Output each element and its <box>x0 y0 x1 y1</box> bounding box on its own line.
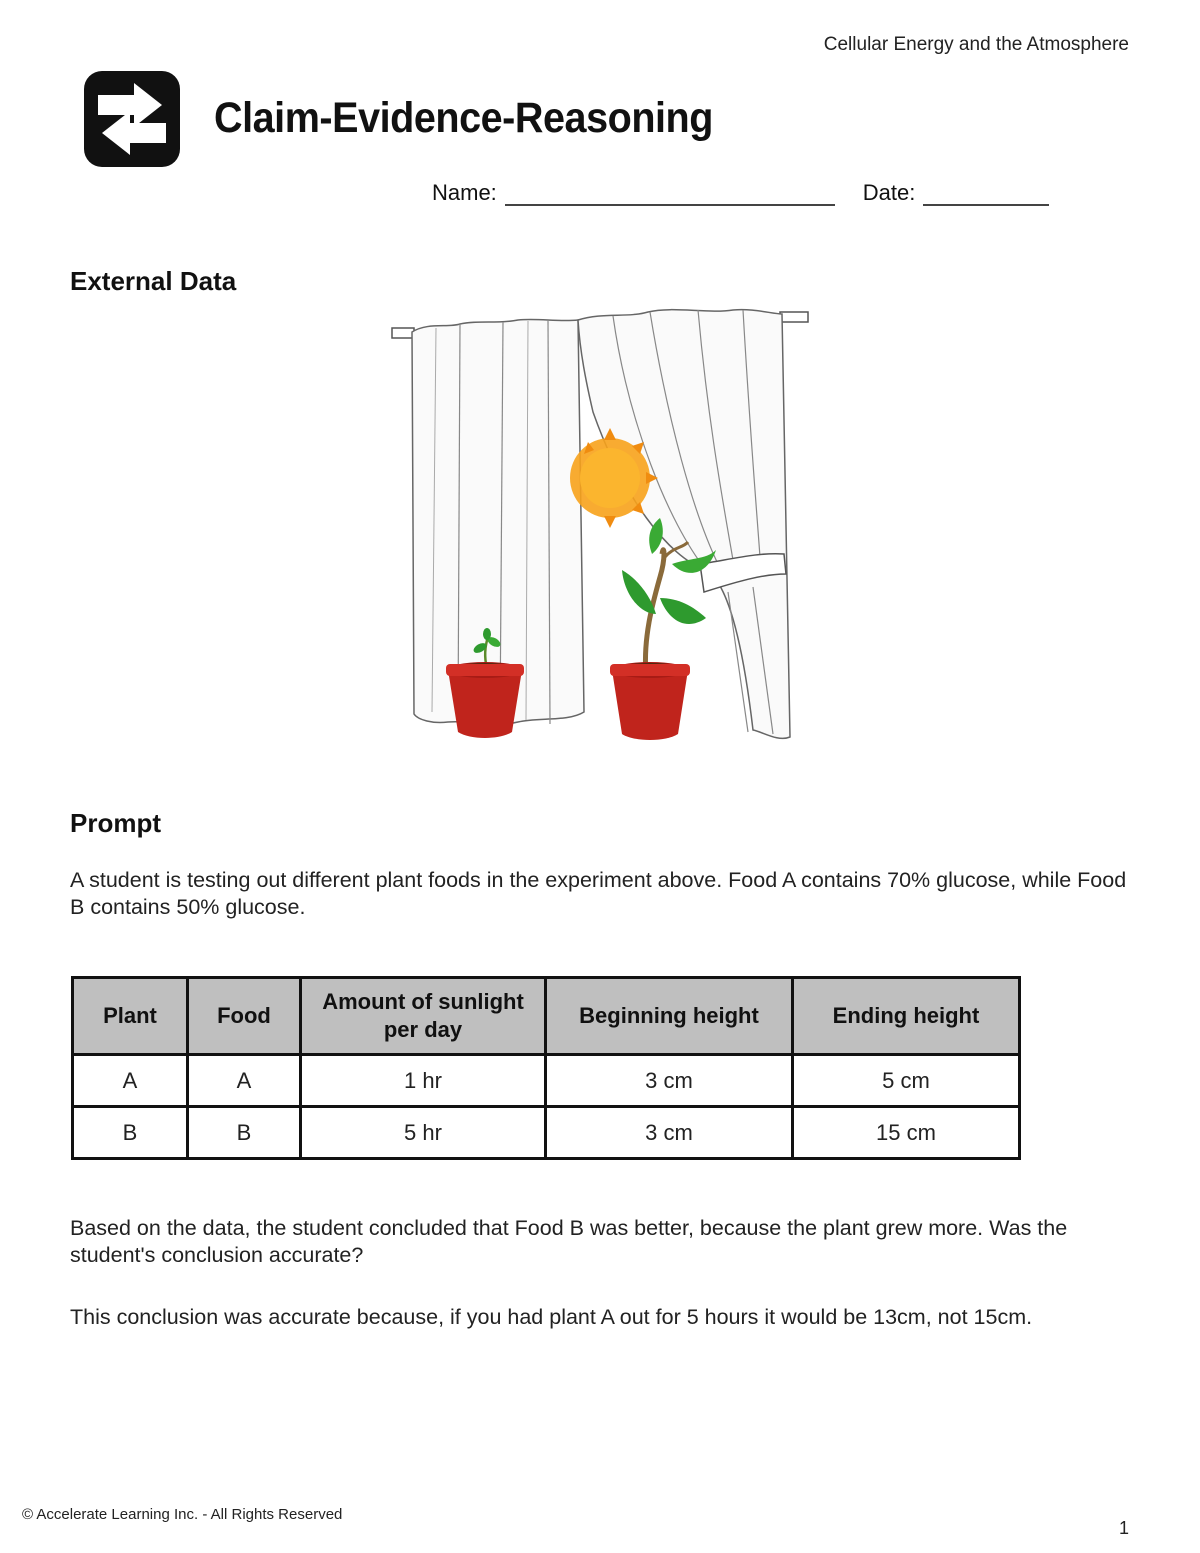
swap-arrows-icon <box>82 69 182 169</box>
table-row <box>73 1055 1020 1107</box>
name-field[interactable] <box>505 180 835 206</box>
experiment-table <box>71 976 1021 1160</box>
column-header: Amount of sunlight per day <box>301 978 546 1055</box>
date-field[interactable] <box>923 180 1049 206</box>
document-title: Claim-Evidence-Reasoning <box>214 94 713 142</box>
table-row <box>73 1107 1020 1159</box>
external-data-heading: External Data <box>70 266 237 296</box>
name-label: Name: <box>432 180 497 205</box>
table-cell: 3 cm <box>546 1055 793 1107</box>
table-cell: B <box>73 1107 188 1159</box>
prompt-intro: A student is testing out different plant foods in the experiment above. Food A contains 70% glucose, while Food B contains 50% glucose. <box>70 868 1127 919</box>
table-cell: A <box>188 1055 301 1107</box>
table-cell: 3 cm <box>546 1107 793 1159</box>
name-date-row <box>432 180 1049 206</box>
date-label: Date: <box>862 180 916 205</box>
header-subject: Cellular Energy and the Atmosphere <box>823 34 1129 55</box>
column-header: Beginning height <box>546 978 793 1055</box>
table-cell: B <box>188 1107 301 1159</box>
prompt-question: Based on the data, the student concluded that Food B was better, because the plant grew more. Was the student's conclusion accurate? <box>70 1216 1068 1267</box>
table-cell: 15 cm <box>793 1107 1020 1159</box>
copyright-notice: © Accelerate Learning Inc. - All Rights Reserved <box>22 1506 343 1523</box>
prompt-heading: Prompt <box>70 808 161 838</box>
column-header: Ending height <box>793 978 1020 1055</box>
table-header-row <box>73 978 1020 1055</box>
table-cell: 1 hr <box>301 1055 546 1107</box>
table-cell: 5 cm <box>793 1055 1020 1107</box>
table-cell: A <box>73 1055 188 1107</box>
column-header: Food <box>188 978 301 1055</box>
page-number: 1 <box>1118 1518 1129 1538</box>
table-cell: 5 hr <box>301 1107 546 1159</box>
column-header: Plant <box>73 978 188 1055</box>
student-answer: This conclusion was accurate because, if you had plant A out for 5 hours it would be 13cm, not 15cm. <box>70 1305 1033 1329</box>
experiment-illustration <box>388 302 818 750</box>
